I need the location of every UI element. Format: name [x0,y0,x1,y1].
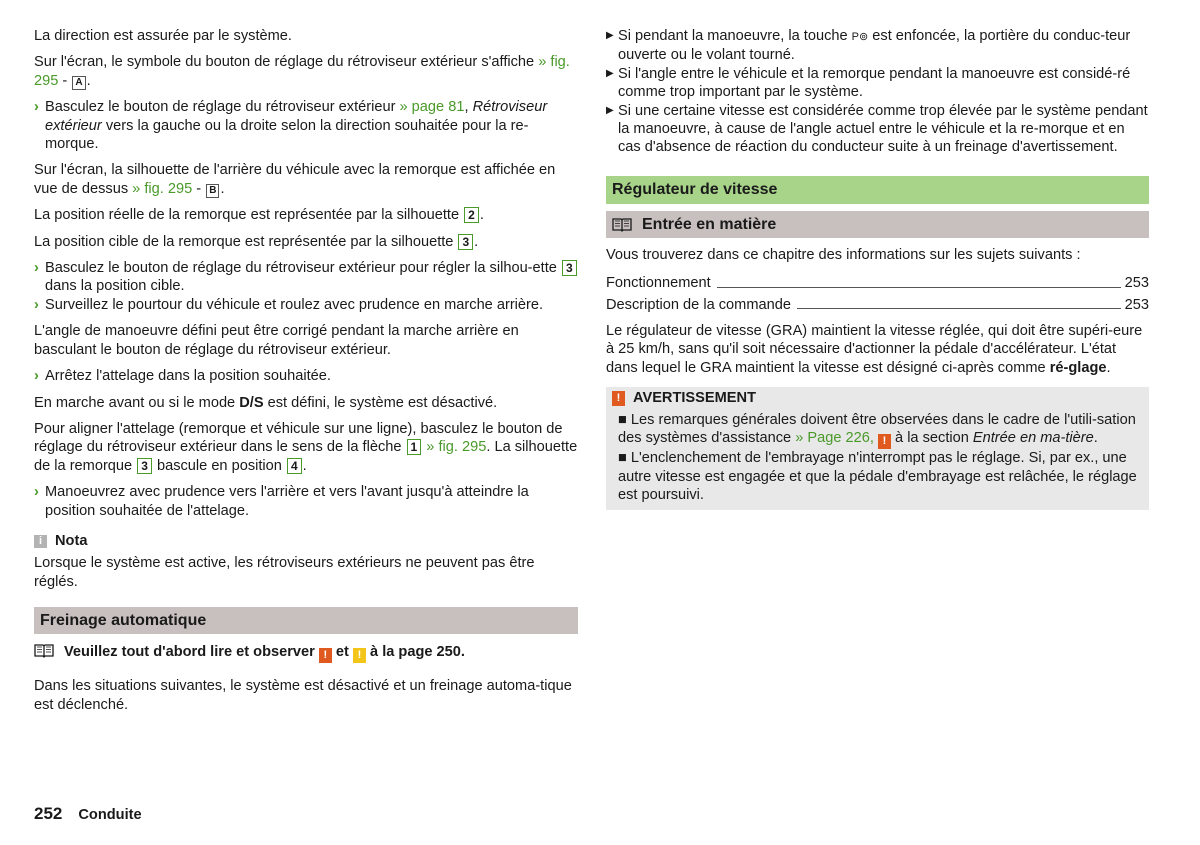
paragraph: La position cible de la remorque est représentée par la silhouette 3 . [34,233,479,250]
park-assist-button-icon: P⊚ [851,31,869,43]
step-item: › Arrêtez l'attelage dans la position souhaitée. [34,368,331,385]
page-link[interactable]: » page 81 [399,99,465,116]
triangle-list-item: ▶ Si pendant la manoeuvre, la touche P⊚ est enfoncée, la portière du conduc-teur ouverte ou le volant tourné. [606,28,1131,64]
paragraph: En marche avant ou si le mode D/S est défini, le système est désactivé. [34,394,498,411]
warning-yellow-icon: ! [353,648,366,663]
toc-entry[interactable]: Description de la commande 253 [606,296,1149,313]
figure-label-box: A [72,76,85,90]
step-arrow-icon: › [34,99,39,116]
step-arrow-icon: › [34,484,39,501]
read-first-line: Veuillez tout d'abord lire et observer ! et ! à la page 250. [34,643,578,663]
step-item: › Manoeuvrez avec prudence vers l'arrière et vers l'avant jusqu'à atteindre la position souhaitée de l'attelage. [34,484,529,519]
paragraph: Sur l'écran, le symbole du bouton de réglage du rétroviseur extérieur s'affiche » fig. 295 - A . [34,54,570,89]
figure-label-box: B [206,184,219,198]
figure-link[interactable]: » fig. 295 [132,180,193,197]
warning-red-icon: ! [878,434,891,449]
callout-number-box: 3 [458,234,473,250]
callout-number-box: 2 [464,207,479,223]
page-link[interactable]: » Page 226, [795,430,874,447]
note-title: Nota [55,532,88,549]
paragraph: Dans les situations suivantes, le système est désactivé et un freinage automa-tique est déclenché. [34,678,572,713]
step-arrow-icon: › [34,260,39,277]
triangle-bullet-icon: ▶ [606,104,614,116]
book-icon [612,217,632,232]
note-header [34,532,578,550]
step-arrow-icon: › [34,368,39,385]
warning-item: ■ L'enclenchement de l'embrayage n'interrompt pas le réglage. Si, par ex., une autre vitesse est engagée et que la pédale d'embrayage est relâchée, le réglage est poursuivi. [618,450,1137,503]
info-icon: i [34,535,47,548]
left-column [34,27,578,722]
figure-link[interactable]: » fig. 295 [422,439,487,456]
paragraph: L'angle de manoeuvre défini peut être corrigé pendant la marche arrière en basculant le bouton de réglage du rétroviseur extérieur. [34,323,519,358]
section-heading: Régulateur de vitesse [606,176,1149,204]
step-item: › Basculez le bouton de réglage du rétroviseur extérieur » page 81, Rétroviseur extérieur vers la gauche ou la droite selon la direction souhaitée pour la re-morque. [34,99,548,153]
toc-entry[interactable]: Fonctionnement 253 [606,275,1149,292]
callout-number-box: 4 [287,458,302,474]
paragraph: Le régulateur de vitesse (GRA) maintient la vitesse réglée, qui doit être supéri-eure à 25 km/h, sans qu'il soit nécessaire d'actionner la pédale d'accélérateur. L'état dans lequel le GRA maintient la vitesse est désigné ci-après comme ré-glage. [606,323,1143,376]
paragraph: La direction est assurée par le système. [34,28,292,44]
triangle-bullet-icon: ▶ [606,30,614,41]
step-arrow-icon: › [34,296,39,313]
warning-red-icon: ! [319,648,332,663]
book-icon [34,643,54,658]
callout-number-box: 1 [407,439,422,455]
page-footer [34,805,142,824]
chapter-name: Conduite [78,807,142,823]
note-text: Lorsque le système est active, les rétroviseurs extérieurs ne peuvent pas être réglés. [34,555,535,590]
page-number: 252 [34,804,63,823]
table-of-contents [606,274,1149,314]
callout-number-box: 3 [137,458,152,474]
warning-box [606,387,1149,510]
paragraph: Sur l'écran, la silhouette de l'arrière du véhicule avec la remorque est affichée en vue de dessus » fig. 295 - B . [34,162,556,197]
callout-number-box: 3 [562,260,577,276]
paragraph: Vous trouverez dans ce chapitre des informations sur les sujets suivants : [606,246,1081,263]
step-item: › Surveillez le pourtour du véhicule et roulez avec prudence en marche arrière. [34,296,544,313]
warning-red-icon: ! [612,391,625,406]
right-column [606,27,1149,510]
section-heading: Freinage automatique [34,607,578,634]
subsection-heading: Entrée en matière [606,211,1149,238]
triangle-list-item: ▶ Si l'angle entre le véhicule et la remorque pendant la manoeuvre est considé-ré comme trop important par le système. [606,65,1131,101]
paragraph: La position réelle de la remorque est représentée par la silhouette 2 . [34,207,484,224]
warning-header: ! AVERTISSEMENT [612,389,1137,407]
step-item: › Basculez le bouton de réglage du rétroviseur extérieur pour régler la silhou-ette 3 dans la position cible. [34,259,578,296]
triangle-list-item: ▶ Si une certaine vitesse est considérée comme trop élevée par le système pendant la manoeuvre, à cause de l'angle actuel entre le véhicule et la re-morque et en cas d'absence de réaction du conducteur suite à un freinage d'avertissement. [606,102,1148,156]
triangle-bullet-icon: ▶ [606,67,614,79]
paragraph: Pour aligner l'attelage (remorque et véhicule sur une ligne), basculez le bouton de réglage du rétroviseur extérieur dans le sens de la flèche 1 » fig. 295. La silhouette de la remorque 3 bascule en position 4 . [34,420,578,474]
figure-link[interactable]: » fig. 295 [34,54,570,89]
warning-item: ■ Les remarques générales doivent être observées dans le cadre de l'utili-sation des systèmes d'assistance » Page 226, ! à la section Entrée en ma-tière. [618,411,1136,448]
